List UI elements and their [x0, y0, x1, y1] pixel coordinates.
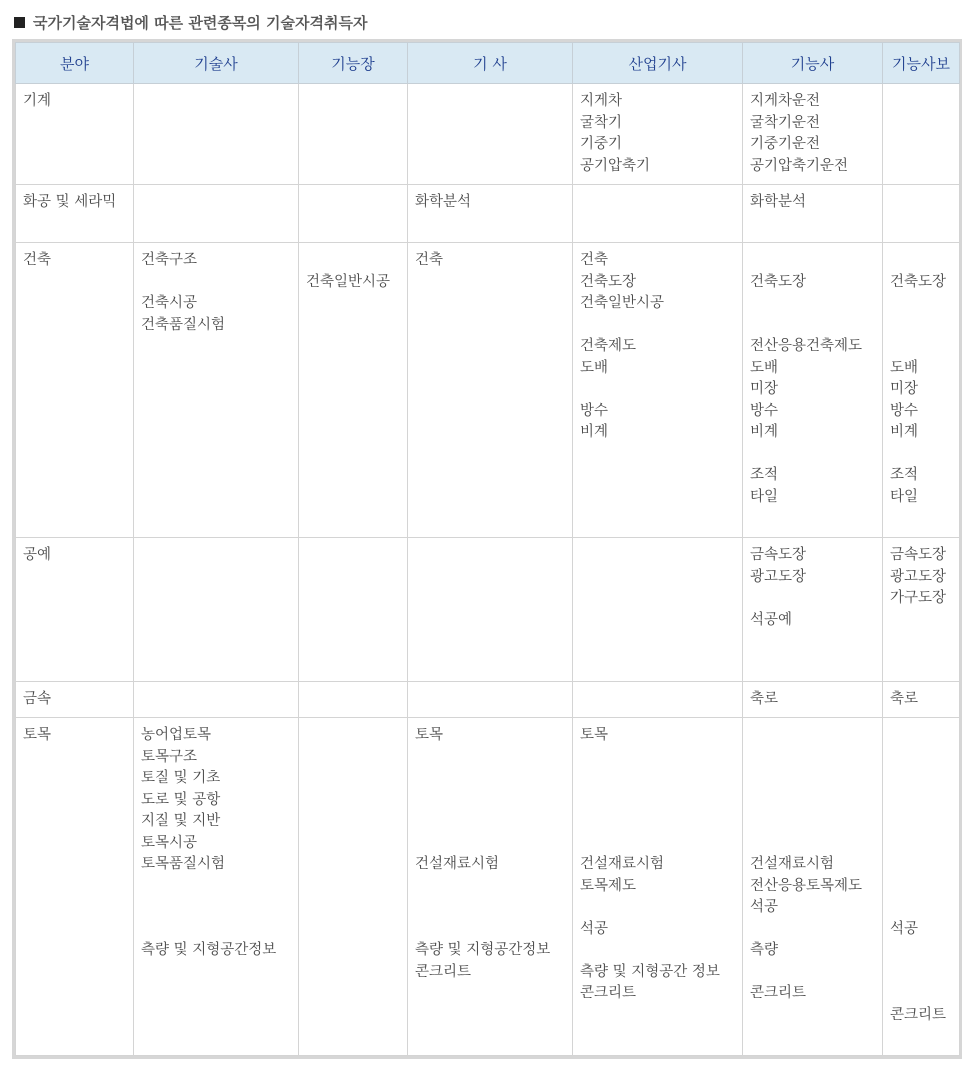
table-cell [299, 538, 408, 682]
table-header-row [16, 43, 960, 84]
table-cell: 토목 건설재료시험 측량 및 지형공간정보 콘크리트 [408, 718, 573, 1056]
table-cell [299, 84, 408, 185]
header-master-craftsman: 기능장 [299, 43, 408, 84]
table-row [16, 243, 960, 538]
table-cell: 화공 및 세라믹 [16, 185, 134, 243]
table-cell [573, 185, 743, 243]
table-cell [883, 185, 960, 243]
qualification-table-frame [12, 39, 962, 1059]
table-cell [299, 185, 408, 243]
table-cell: 지게차 굴착기 기중기 공기압축기 [573, 84, 743, 185]
table-cell: 석공 콘크리트 [883, 718, 960, 1056]
table-cell: 토목 [16, 718, 134, 1056]
table-cell [299, 682, 408, 718]
table-cell [408, 538, 573, 682]
table-cell [134, 682, 299, 718]
table-row [16, 185, 960, 243]
header-assistant-craftsman: 기능사보 [883, 43, 960, 84]
table-cell: 기계 [16, 84, 134, 185]
table-row [16, 538, 960, 682]
header-craftsman: 기능사 [743, 43, 883, 84]
header-field: 분야 [16, 43, 134, 84]
table-cell: 건축 [408, 243, 573, 538]
square-bullet-icon [14, 17, 25, 28]
table-cell: 화학분석 [408, 185, 573, 243]
table-cell [134, 84, 299, 185]
table-cell: 금속 [16, 682, 134, 718]
table-cell: 지게차운전 굴착기운전 기중기운전 공기압축기운전 [743, 84, 883, 185]
table-cell: 공예 [16, 538, 134, 682]
table-row [16, 718, 960, 1056]
table-cell: 건축도장 전산응용건축제도 도배 미장 방수 비계 조적 타일 [743, 243, 883, 538]
table-cell [134, 185, 299, 243]
qualification-table [15, 42, 960, 1056]
table-cell: 건축도장 도배 미장 방수 비계 조적 타일 [883, 243, 960, 538]
table-cell: 화학분석 [743, 185, 883, 243]
table-cell [573, 682, 743, 718]
page-title-text: 국가기술자격법에 따른 관련종목의 기술자격취득자 [33, 14, 368, 32]
table-cell: 축로 [743, 682, 883, 718]
table-cell [883, 84, 960, 185]
page-title [14, 12, 367, 33]
table-cell [299, 718, 408, 1056]
table-cell: 건축 [16, 243, 134, 538]
header-industrial-engineer: 산업기사 [573, 43, 743, 84]
table-cell: 금속도장 광고도장 석공예 [743, 538, 883, 682]
header-professional-engineer: 기술사 [134, 43, 299, 84]
table-cell [408, 84, 573, 185]
table-cell: 건축 건축도장 건축일반시공 건축제도 도배 방수 비계 [573, 243, 743, 538]
table-cell: 금속도장 광고도장 가구도장 [883, 538, 960, 682]
table-cell: 농어업토목 토목구조 토질 및 기초 도로 및 공항 지질 및 지반 토목시공 토목품질시험 측량 및 지형공간정보 [134, 718, 299, 1056]
table-cell [134, 538, 299, 682]
table-row [16, 84, 960, 185]
table-row [16, 682, 960, 718]
table-cell: 축로 [883, 682, 960, 718]
table-cell [573, 538, 743, 682]
table-cell: 건설재료시험 전산응용토목제도 석공 측량 콘크리트 [743, 718, 883, 1056]
table-cell [408, 682, 573, 718]
table-cell: 건축일반시공 [299, 243, 408, 538]
table-cell: 건축구조 건축시공 건축품질시험 [134, 243, 299, 538]
table-cell: 토목 건설재료시험 토목제도 석공 측량 및 지형공간 정보 콘크리트 [573, 718, 743, 1056]
header-engineer: 기 사 [408, 43, 573, 84]
